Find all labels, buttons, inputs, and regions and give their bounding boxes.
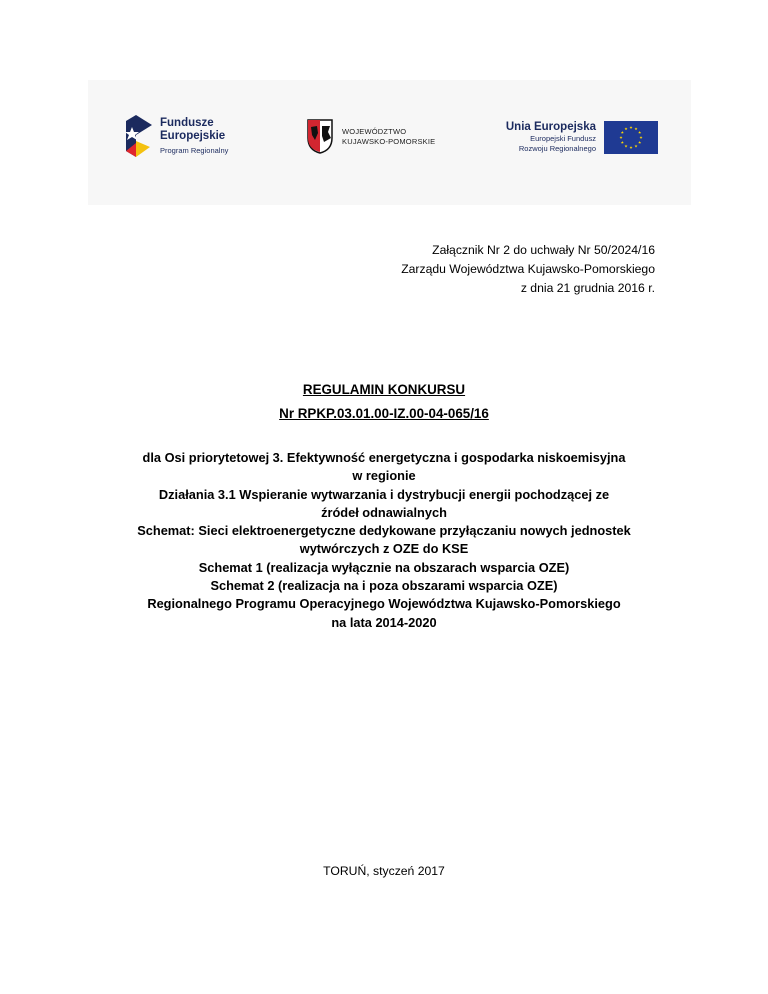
annex-reference [401,241,655,298]
fundusze-line3: Program Regionalny [160,146,229,155]
annex-line3: z dnia 21 grudnia 2016 r. [520,281,655,295]
fundusze-line1: Fundusze [160,117,214,129]
title-line2: Nr RPKP.03.01.00-IZ.00-04-065/16 [279,406,489,421]
document-title [0,378,768,426]
document-subject [0,449,768,632]
fundusze-text [160,117,228,155]
wojewodztwo-logo [306,118,466,154]
title-line1: REGULAMIN KONKURSU [302,382,466,397]
annex-line1: Załącznik Nr 2 do uchwały Nr 50/2024/16 [432,243,655,257]
subject-line: wytwórczych z OZE do KSE [299,541,469,557]
unia-text [506,120,596,153]
annex-line2: Zarządu Województwa Kujawsko-Pomorskiego [401,262,655,276]
unia-line2: Europejski Fundusz [530,134,596,143]
subject-line: Schemat 1 (realizacja wyłącznie na obszarach wsparcia OZE) [198,559,570,575]
unia-europejska-logo [498,118,658,158]
unia-line3: Rozwoju Regionalnego [518,143,596,153]
subject-line: w regionie [352,468,416,484]
subject-line: Działania 3.1 Wspieranie wytwarzania i dystrybucji energii pochodzącej ze [158,486,610,502]
fundusze-europejskie-logo [122,113,252,159]
subject-line: dla Osi priorytetowej 3. Efektywność energetyczna i gospodarka niskoemisyjna [142,450,626,465]
coat-of-arms-icon [306,118,334,154]
fundusze-line2: Europejskie [160,130,226,142]
subject-line: Schemat 2 (realizacja na i poza obszarami wsparcia OZE) [210,578,558,594]
wojewodztwo-text [342,127,435,147]
wojewodztwo-line1: WOJEWÓDZTWO [342,127,407,136]
subject-line: źródeł odnawialnych [321,504,447,520]
fundusze-star-icon [122,113,154,159]
subject-line: Regionalnego Programu Operacyjnego Województwa Kujawsko-Pomorskiego [147,596,621,612]
place-date: TORUŃ, styczeń 2017 [323,864,445,878]
wojewodztwo-line2: KUJAWSKO-POMORSKIE [342,137,436,146]
unia-line1: Unia Europejska [505,121,596,133]
logo-band [88,80,691,205]
eu-flag-icon [604,121,658,154]
subject-line: Schemat: Sieci elektroenergetyczne dedykowane przyłączaniu nowych jednostek [137,523,631,539]
subject-line: na lata 2014-2020 [331,614,437,630]
